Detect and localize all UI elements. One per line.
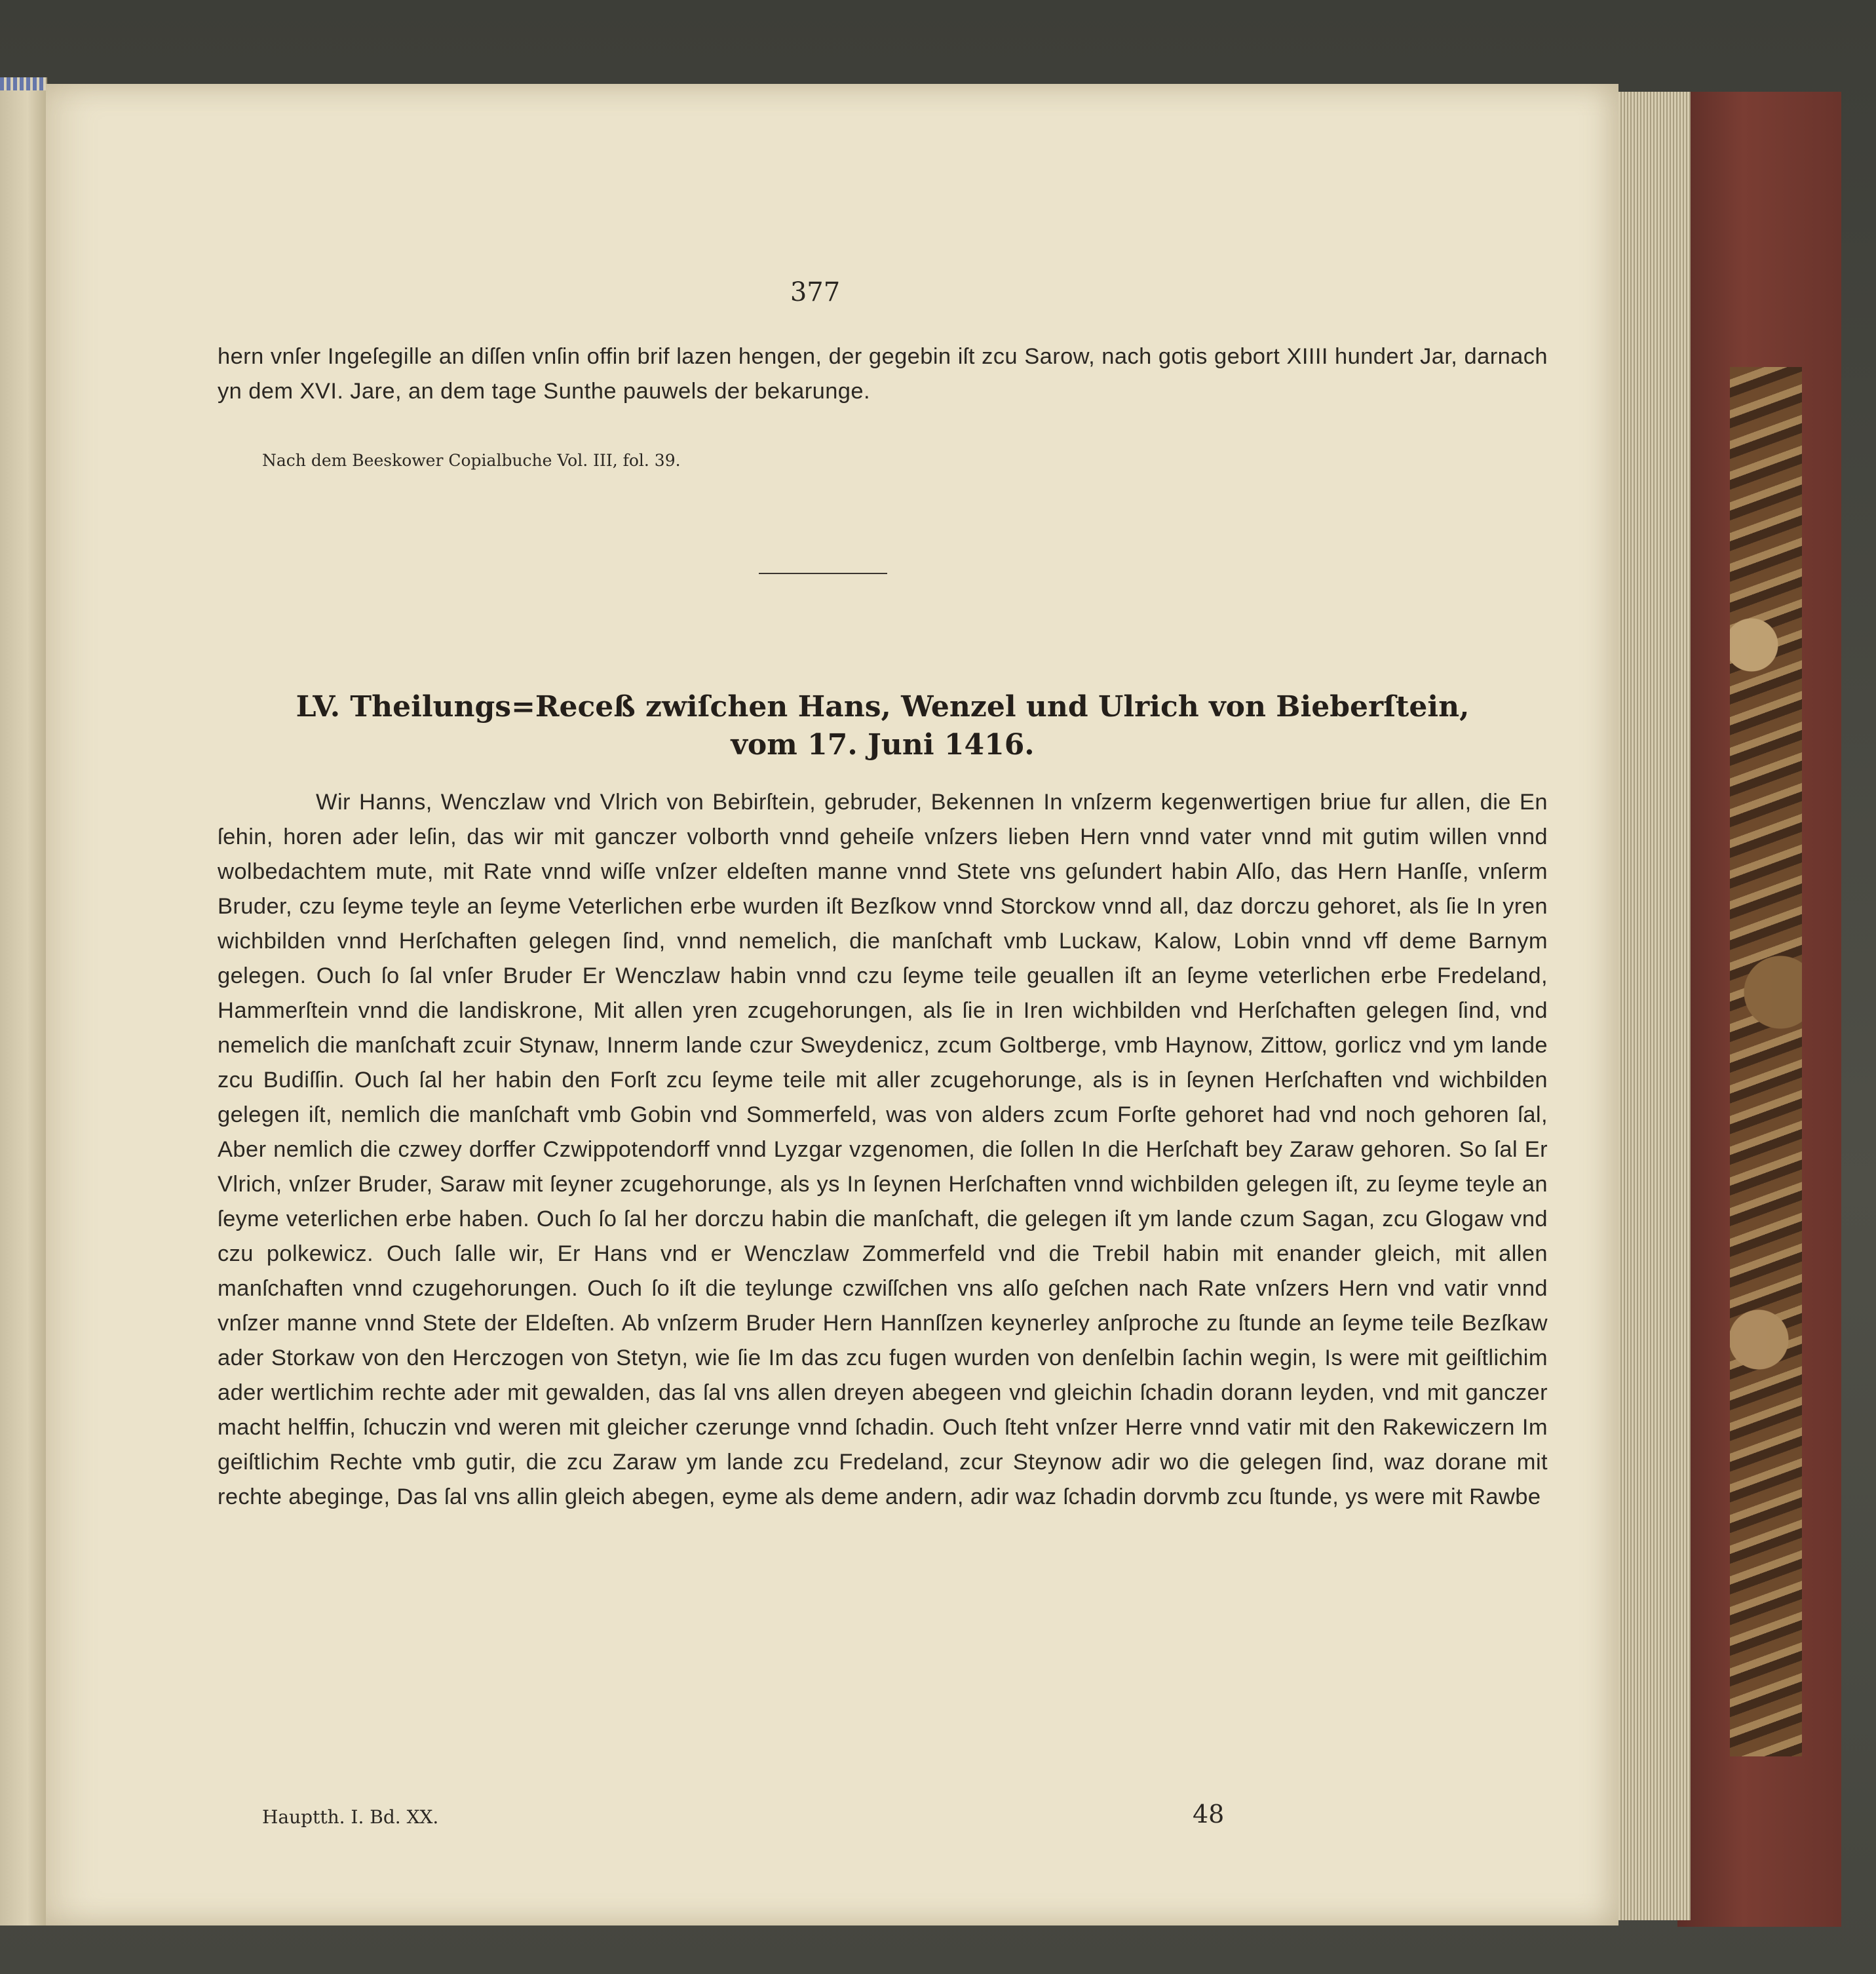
source-note: Nach dem Beeskower Copialbuche Vol. III, fol. 39.	[262, 451, 681, 470]
marbled-endpaper	[1730, 367, 1802, 1756]
section-divider	[759, 573, 887, 574]
page-edges	[1618, 92, 1691, 1920]
book-page	[46, 84, 1618, 1926]
left-page-stripe	[0, 77, 46, 90]
document-heading: LV. Theilungs=Receß zwiſchen Hans, Wenzel und Ulrich von Bieberſtein,	[296, 690, 1470, 724]
document-date: vom 17. Juni 1416.	[731, 728, 1035, 762]
document-body: Wir Hanns, Wenczlaw vnd Vlrich von Bebirſtein, gebruder, Bekennen In vnſzerm kegenwertigen briue fur allen, die En ſehin, horen ader leſin, das wir mit ganczer volborth vnnd geheiſe vnſzers lieben Hern vnnd vater vnnd mit gutim willen vnnd wolbedachtem mute, mit Rate vnnd wiſſe vnſzer eldeſten manne vnnd Stete vns geſundert habin Alſo, das Hern Hanſſe, vnſerm Bruder, czu ſeyme teyle an ſeyme Veterlichen erbe wurden iſt Bezſkow vnnd Storckow vnnd all, daz dorczu gehoret, als ſie In yren wichbilden vnnd Herſchaften gelegen ſind, vnnd nemelich, die manſchaft vmb Luckaw, Kalow, Lobin vnnd vff deme Barnym gelegen. Ouch ſo ſal vnſer Bruder Er Wenczlaw habin vnnd czu ſeyme teile geuallen iſt an ſeyme veterlichen erbe Fredeland, Hammerſtein vnnd die landiskrone, Mit allen yren zcugehorungen, als ſie in Iren wichbilden vnd Herſchaften gelegen ſind, vnd nemelich die manſchaft zcuir Stynaw, Innerm lande czur Sweydenicz, zcum Goltberge, vmb Haynow, Zittow, gorlicz vnd ym lande zcu Budiſſin. Ouch ſal her habin den Forſt zcu ſeyme teile mit aller zcugehorunge, als is in ſeynen Herſchaften vnd wichbilden gelegen iſt, nemlich die manſchaft vmb Gobin vnd Sommerfeld, was von alders zcum Forſte gehoret had vnd noch gehoren ſal, Aber nemlich die czwey dorffer Czwippotendorff vnnd Lyzgar vzgenomen, die ſollen In die Herſchaft bey Zaraw gehoren. So ſal Er Vlrich, vnſzer Bruder, Saraw mit ſeyner zcugehorunge, als ys In ſeynen Herſchaften vnnd wichbilden gelegen iſt, zu ſeyme teyle an ſeyme veterlichen erbe haben. Ouch ſo ſal her dorczu habin die manſchaft, die gelegen iſt ym lande czum Sagan, zcu Glogaw vnd czu polkewicz. Ouch ſalle wir, Er Hans vnd er Wenczlaw Zommerfeld vnd die Trebil habin mit enander gleich, mit allen manſchaften vnnd czugehorungen. Ouch ſo iſt die teylunge czwiſſchen vns alſo geſchen nach Rate vnſzers Hern vnd vatir vnnd vnſzer manne vnnd Stete der Eldeſten. Ab vnſzerm Bruder Hern Hannſſzen keynerley anſproche zu ſtunde an ſeyme teile Bezſkaw ader Storkaw von den Herczogen von Stetyn, wie ſie Im das zcu fugen wurden von denſelbin ſachin wegin, Is were mit geiſtlichim ader wertlichim rechte ader mit gewalden, das ſal vns allen dreyen abegeen vnd gleichin ſchadin dorann leyden, vnd mit ganczer macht helffin, ſchuczin vnd weren mit gleicher czerunge vnnd ſchadin. Ouch ſteht vnſzer Herre vnnd vatir mit den Rakewiczern Im geiſtlichim Rechte vmb gutir, die zcu Zaraw ym lande zcu Fredeland, zcur Steynow adir wo die gelegen ſind, waz dorane mit rechte abeginge, Das ſal vns allin gleich abegen, eyme als deme andern, adir waz ſchadin dorvmb zcu ſtunde, ys were mit Rawbe	[218, 790, 1548, 1509]
page-number: 377	[790, 277, 841, 307]
paragraph-continuation: hern vnſer Ingeſegille an diſſen vnſin offin brif lazen hengen, der gegebin iſt zcu Sarow, nach gotis gebort XIIII hundert Jar, darnach yn dem XVI. Jare, an dem tage Sunthe pauwels der bekarunge.	[218, 344, 1548, 404]
footer-signature: Hauptth. I. Bd. XX.	[262, 1806, 439, 1828]
left-page-edge	[0, 77, 47, 1926]
footer-sheet-number: 48	[1193, 1800, 1225, 1829]
